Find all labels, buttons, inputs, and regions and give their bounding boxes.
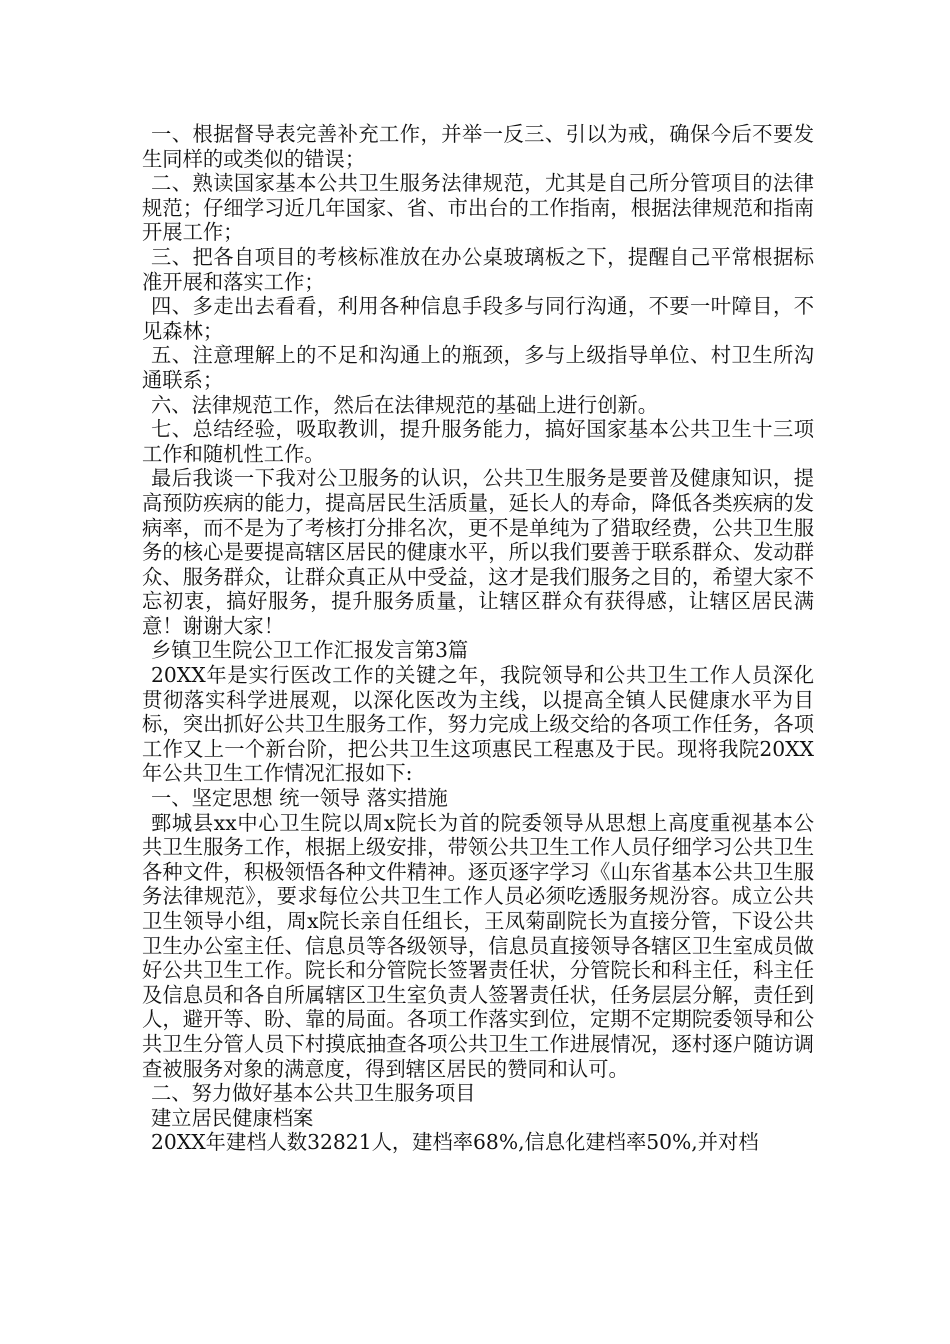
paragraph-item-7: 七、总结经验，吸取教训，提升服务能力，搞好国家基本公共卫生十三项工作和随机性工作。 xyxy=(142,417,814,466)
closing-remarks-paragraph: 最后我谈一下我对公卫服务的认识，公共卫生服务是要普及健康知识，提高预防疾病的能力，提高居民生活质量，延长人的寿命，降低各类疾病的发病率，而不是为了考核打分排名次，更不是单纯为了猎取经费，公共卫生服务的核心是要提高辖区居民的健康水平，所以我们要善于联系群众、发动群众、服务群众，让群众真正从中受益，这才是我们服务之目的，希望大家不忘初衷，搞好服务，提升服务质量，让辖区群众有获得感，让辖区居民满意！谢谢大家！ xyxy=(142,466,814,638)
paragraph-item-3: 三、把各自项目的考核标准放在办公桌玻璃板之下，提醒自己平常根据标准开展和落实工作； xyxy=(142,244,814,294)
section-heading: 乡镇卫生院公卫工作汇报发言第3篇 xyxy=(151,638,469,663)
paragraph-item-1: 一、根据督导表完善补充工作，并举一反三、引以为戒，确保今后不要发生同样的或类似的错误； xyxy=(142,122,814,171)
subheading-health-records: 建立居民健康档案 xyxy=(151,1105,314,1130)
records-paragraph: 20XX年建档人数32821人，建档率68%,信息化建档率50%,并对档 xyxy=(151,1130,759,1155)
paragraph-item-2: 二、熟读国家基本公共卫生服务法律规范，尤其是自己所分管项目的法律规范；仔细学习近几年国家、省、市出台的工作指南，根据法律规范和指南开展工作； xyxy=(142,171,814,245)
subheading-one: 一、坚定思想 统一领导 落实措施 xyxy=(151,786,448,811)
paragraph-item-4: 四、多走出去看看，利用各种信息手段多与同行沟通，不要一叶障目，不见森林； xyxy=(142,294,814,343)
document-page xyxy=(142,122,814,1155)
body-paragraph: 鄄城县xx中心卫生院以周x院长为首的院委领导从思想上高度重视基本公共卫生服务工作，根据上级安排，带领公共卫生工作人员仔细学习公共卫生各种文件，积极领悟各种文件精神。逐页逐字学习《山东省基本公共卫生服务法律规范》，要求每位公共卫生工作人员必须吃透服务规汾容。成立公共卫生领导小组，周x院长亲自任组长，王凤菊副院长为直接分管，下设公共卫生办公室主任、信息员等各级领导，信息员直接领导各辖区卫生室成员做好公共卫生工作。院长和分管院长签署责任状，分管院长和科主任，科主任及信息员和各自所属辖区卫生室负责人签署责任状，任务层层分解，责任到人，避开等、盼、靠的局面。各项工作落实到位，定期不定期院委领导和公共卫生分管人员下村摸底抽查各项公共卫生工作进展情况，逐村逐户随访调查被服务对象的满意度，得到辖区居民的赞同和认可。 xyxy=(142,810,814,1081)
paragraph-item-6: 六、法律规范工作，然后在法律规范的基础上进行创新。 xyxy=(151,392,659,417)
subheading-two: 二、努力做好基本公共卫生服务项目 xyxy=(151,1081,476,1106)
intro-paragraph: 20XX年是实行医改工作的关键之年，我院领导和公共卫生工作人员深化贯彻落实科学进展观，以深化医改为主线，以提高全镇人民健康水平为目标，突出抓好公共卫生服务工作，努力完成上级交给的各项工作任务，各项工作又上一个新台阶，把公共卫生这项惠民工程惠及于民。现将我院20XX年公共卫生工作情况汇报如下: xyxy=(142,663,814,786)
paragraph-item-5: 五、注意理解上的不足和沟通上的瓶颈，多与上级指导单位、村卫生所沟通联系； xyxy=(142,343,814,392)
